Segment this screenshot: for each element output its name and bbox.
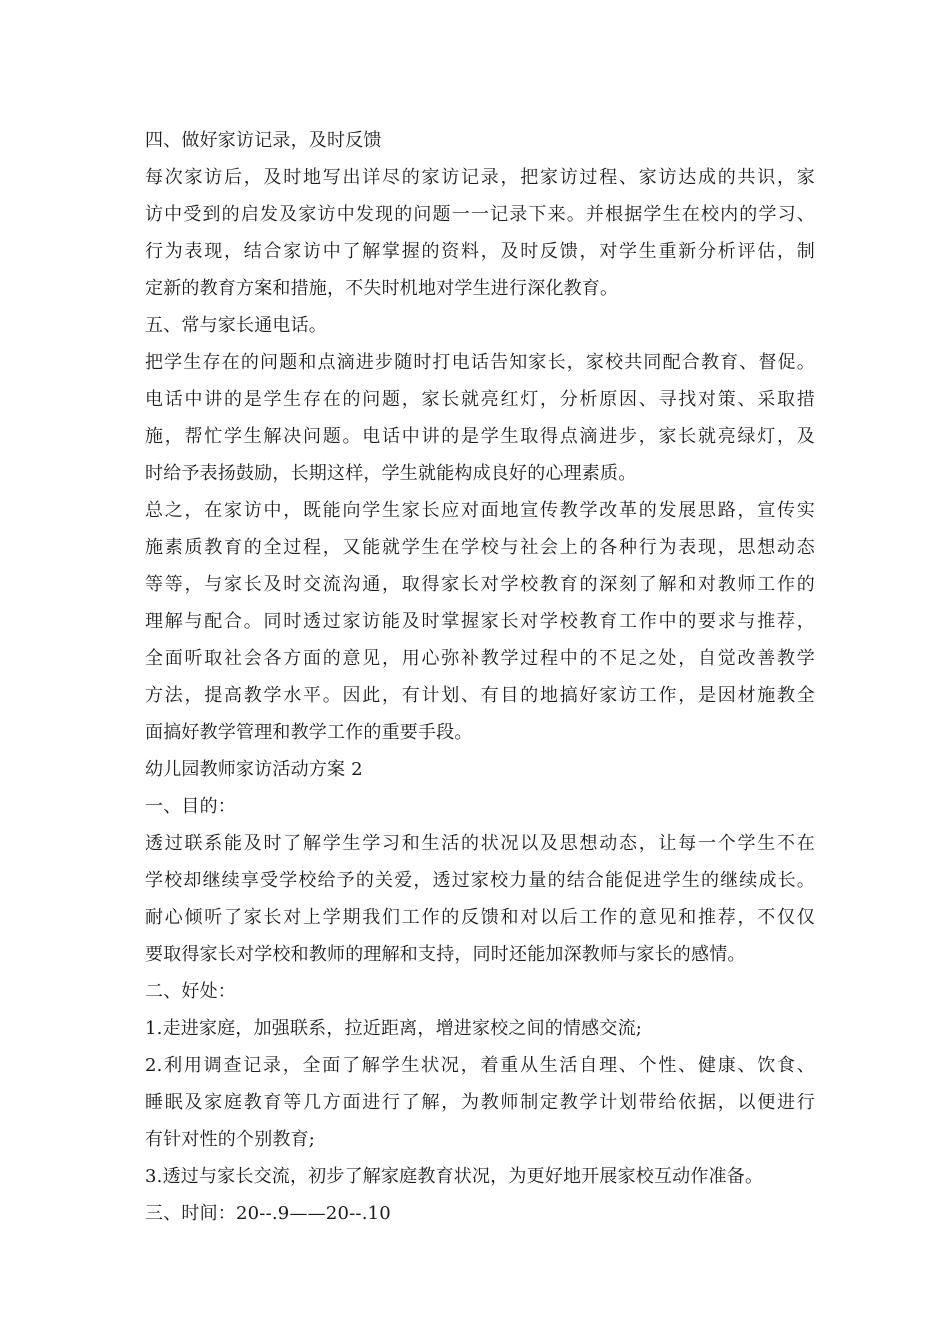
text-line: 学校却继续享受学校给予的关爱，透过家校力量的结合能促进学生的继续成长。 [145,870,815,891]
text-line: 面搞好教学管理和教学工作的重要手段。 [145,722,473,743]
text-line: 要取得家长对学校和教师的理解和支持，同时还能加深教师与家长的感情。 [145,944,746,965]
text-line: 二、好处： [145,981,236,1002]
text-line: 3.透过与家长交流，初步了解家庭教育状况，为更好地开展家校互动作准备。 [145,1166,764,1187]
text-line: 电话中讲的是学生存在的问题，家长就亮红灯，分析原因、寻找对策、采取措 [145,389,815,410]
text-line: 三、时间：20--.9——20--.10 [145,1203,391,1224]
section-heading-home-visit-records [145,122,815,159]
text-line: 睡眠及家庭教育等几方面进行了解，为教师制定教学计划带给依据，以便进行 [145,1092,815,1113]
text-line: 耐心倾听了家长对上学期我们工作的反馈和对以后工作的意见和推荐，不仅仅 [145,907,815,928]
text-line: 一、目的： [145,796,236,817]
text-line: 总之，在家访中，既能向学生家长应对面地宣传教学改革的发展思路，宣传实 [145,500,815,521]
text-line: 四、做好家访记录，及时反馈 [145,130,382,151]
document-body [145,122,815,1232]
text-line: 五、常与家长通电话。 [145,315,327,336]
text-line: 定新的教育方案和措施，不失时机地对学生进行深化教育。 [145,278,619,299]
paragraph-phone-calls [145,344,815,492]
text-line: 时给予表扬鼓励，长期这样，学生就能构成良好的心理素质。 [145,463,637,484]
text-line: 透过联系能及时了解学生学习和生活的状况以及思想动态，让每一个学生不在 [145,833,815,854]
paragraph-purpose [145,825,815,973]
section-heading-time [145,1195,815,1232]
text-line: 幼儿园教师家访活动方案 2 [145,759,363,780]
paragraph-home-visit-records [145,159,815,307]
benefit-item-3 [145,1158,815,1195]
text-line: 每次家访后，及时地写出详尽的家访记录，把家访过程、家访达成的共识，家 [145,167,815,188]
text-line: 方法，提高教学水平。因此，有计划、有目的地搞好家访工作，是因材施教全 [145,685,815,706]
text-line: 等等，与家长及时交流沟通，取得家长对学校教育的深刻了解和对教师工作的 [145,574,815,595]
section-heading-purpose [145,788,815,825]
text-line: 理解与配合。同时透过家访能及时掌握家长对学校教育工作中的要求与推荐， [145,611,815,632]
benefit-item-2 [145,1047,815,1158]
text-line: 把学生存在的问题和点滴进步随时打电话告知家长，家校共同配合教育、督促。 [145,352,815,373]
text-line: 行为表现，结合家访中了解掌握的资料，及时反馈，对学生重新分析评估，制 [145,241,815,262]
text-line: 施素质教育的全过程，又能就学生在学校与社会上的各种行为表现，思想动态 [145,537,815,558]
benefit-item-1 [145,1010,815,1047]
document-title-plan-2 [145,751,815,788]
text-line: 施，帮忙学生解决问题。电话中讲的是学生取得点滴进步，家长就亮绿灯，及 [145,426,815,447]
text-line: 全面听取社会各方面的意见，用心弥补教学过程中的不足之处，自觉改善教学 [145,648,815,669]
text-line: 1.走进家庭，加强联系，拉近距离，增进家校之间的情感交流; [145,1018,643,1039]
section-heading-phone-calls [145,307,815,344]
text-line: 2.利用调查记录，全面了解学生状况，着重从生活自理、个性、健康、饮食、 [145,1055,815,1076]
text-line: 访中受到的启发及家访中发现的问题一一记录下来。并根据学生在校内的学习、 [145,204,815,225]
text-line: 有针对性的个别教育; [145,1129,316,1150]
section-heading-benefits [145,973,815,1010]
paragraph-summary [145,492,815,751]
